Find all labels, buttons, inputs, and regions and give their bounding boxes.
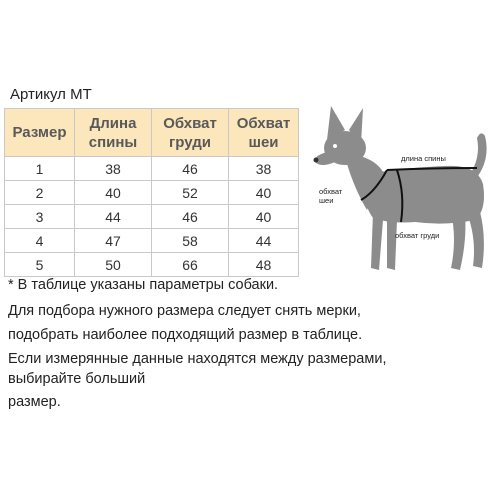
table-row — [5, 181, 299, 205]
cell-back-length: 38 — [75, 157, 152, 181]
cell-back-length: 44 — [75, 205, 152, 229]
instruction-line: подобрать наиболее подходящий размер в таблице. — [8, 327, 363, 343]
cell-neck-girth: 44 — [229, 229, 299, 253]
header-back-length-line1: Длина — [89, 114, 137, 132]
cell-neck-girth: 38 — [229, 157, 299, 181]
instruction-line: размер. — [8, 394, 61, 410]
cell-size: 4 — [5, 229, 75, 253]
cell-back-length: 40 — [75, 181, 152, 205]
header-neck-girth-line2: шеи — [248, 133, 279, 151]
cell-neck-girth: 40 — [229, 181, 299, 205]
cell-size: 1 — [5, 157, 75, 181]
cell-chest-girth: 46 — [152, 205, 229, 229]
cell-size: 2 — [5, 181, 75, 205]
chest-girth-label: обхват груди — [395, 231, 440, 240]
table-row — [5, 205, 299, 229]
cell-chest-girth: 66 — [152, 253, 229, 277]
header-chest-girth-line2: груди — [169, 133, 211, 151]
header-neck-girth-line1: Обхват — [236, 114, 291, 132]
header-size-text: Размер — [12, 124, 67, 141]
cell-neck-girth: 40 — [229, 205, 299, 229]
table-row — [5, 229, 299, 253]
article-label: Артикул MT — [10, 86, 92, 103]
dog-measurement-diagram — [305, 100, 495, 280]
cell-back-length: 50 — [75, 253, 152, 277]
header-chest-girth-line1: Обхват — [163, 114, 217, 132]
cell-size: 5 — [5, 253, 75, 277]
header-size — [5, 109, 75, 157]
dog-eye-icon — [333, 144, 337, 148]
neck-girth-label-line1: обхват — [319, 187, 343, 196]
header-back-length — [75, 109, 152, 157]
cell-size: 3 — [5, 205, 75, 229]
neck-girth-label-line2: шеи — [319, 196, 334, 205]
size-table — [4, 108, 299, 277]
header-back-length-line2: спины — [88, 133, 138, 151]
cell-chest-girth: 46 — [152, 157, 229, 181]
back-length-label: длина спины — [401, 154, 446, 163]
footnote: * В таблице указаны параметры собаки. — [8, 277, 279, 293]
dog-nose-icon — [314, 158, 319, 163]
cell-chest-girth: 52 — [152, 181, 229, 205]
table-row — [5, 157, 299, 181]
cell-neck-girth: 48 — [229, 253, 299, 277]
instruction-line: Для подбора нужного размера следует снять мерки, — [8, 303, 361, 319]
instruction-line: Если измерянные данные находятся между размерами, выбирайте больший — [8, 351, 387, 387]
table-header-row — [5, 109, 299, 157]
cell-chest-girth: 58 — [152, 229, 229, 253]
table-row — [5, 253, 299, 277]
header-neck-girth — [229, 109, 299, 157]
cell-back-length: 47 — [75, 229, 152, 253]
header-chest-girth — [152, 109, 229, 157]
